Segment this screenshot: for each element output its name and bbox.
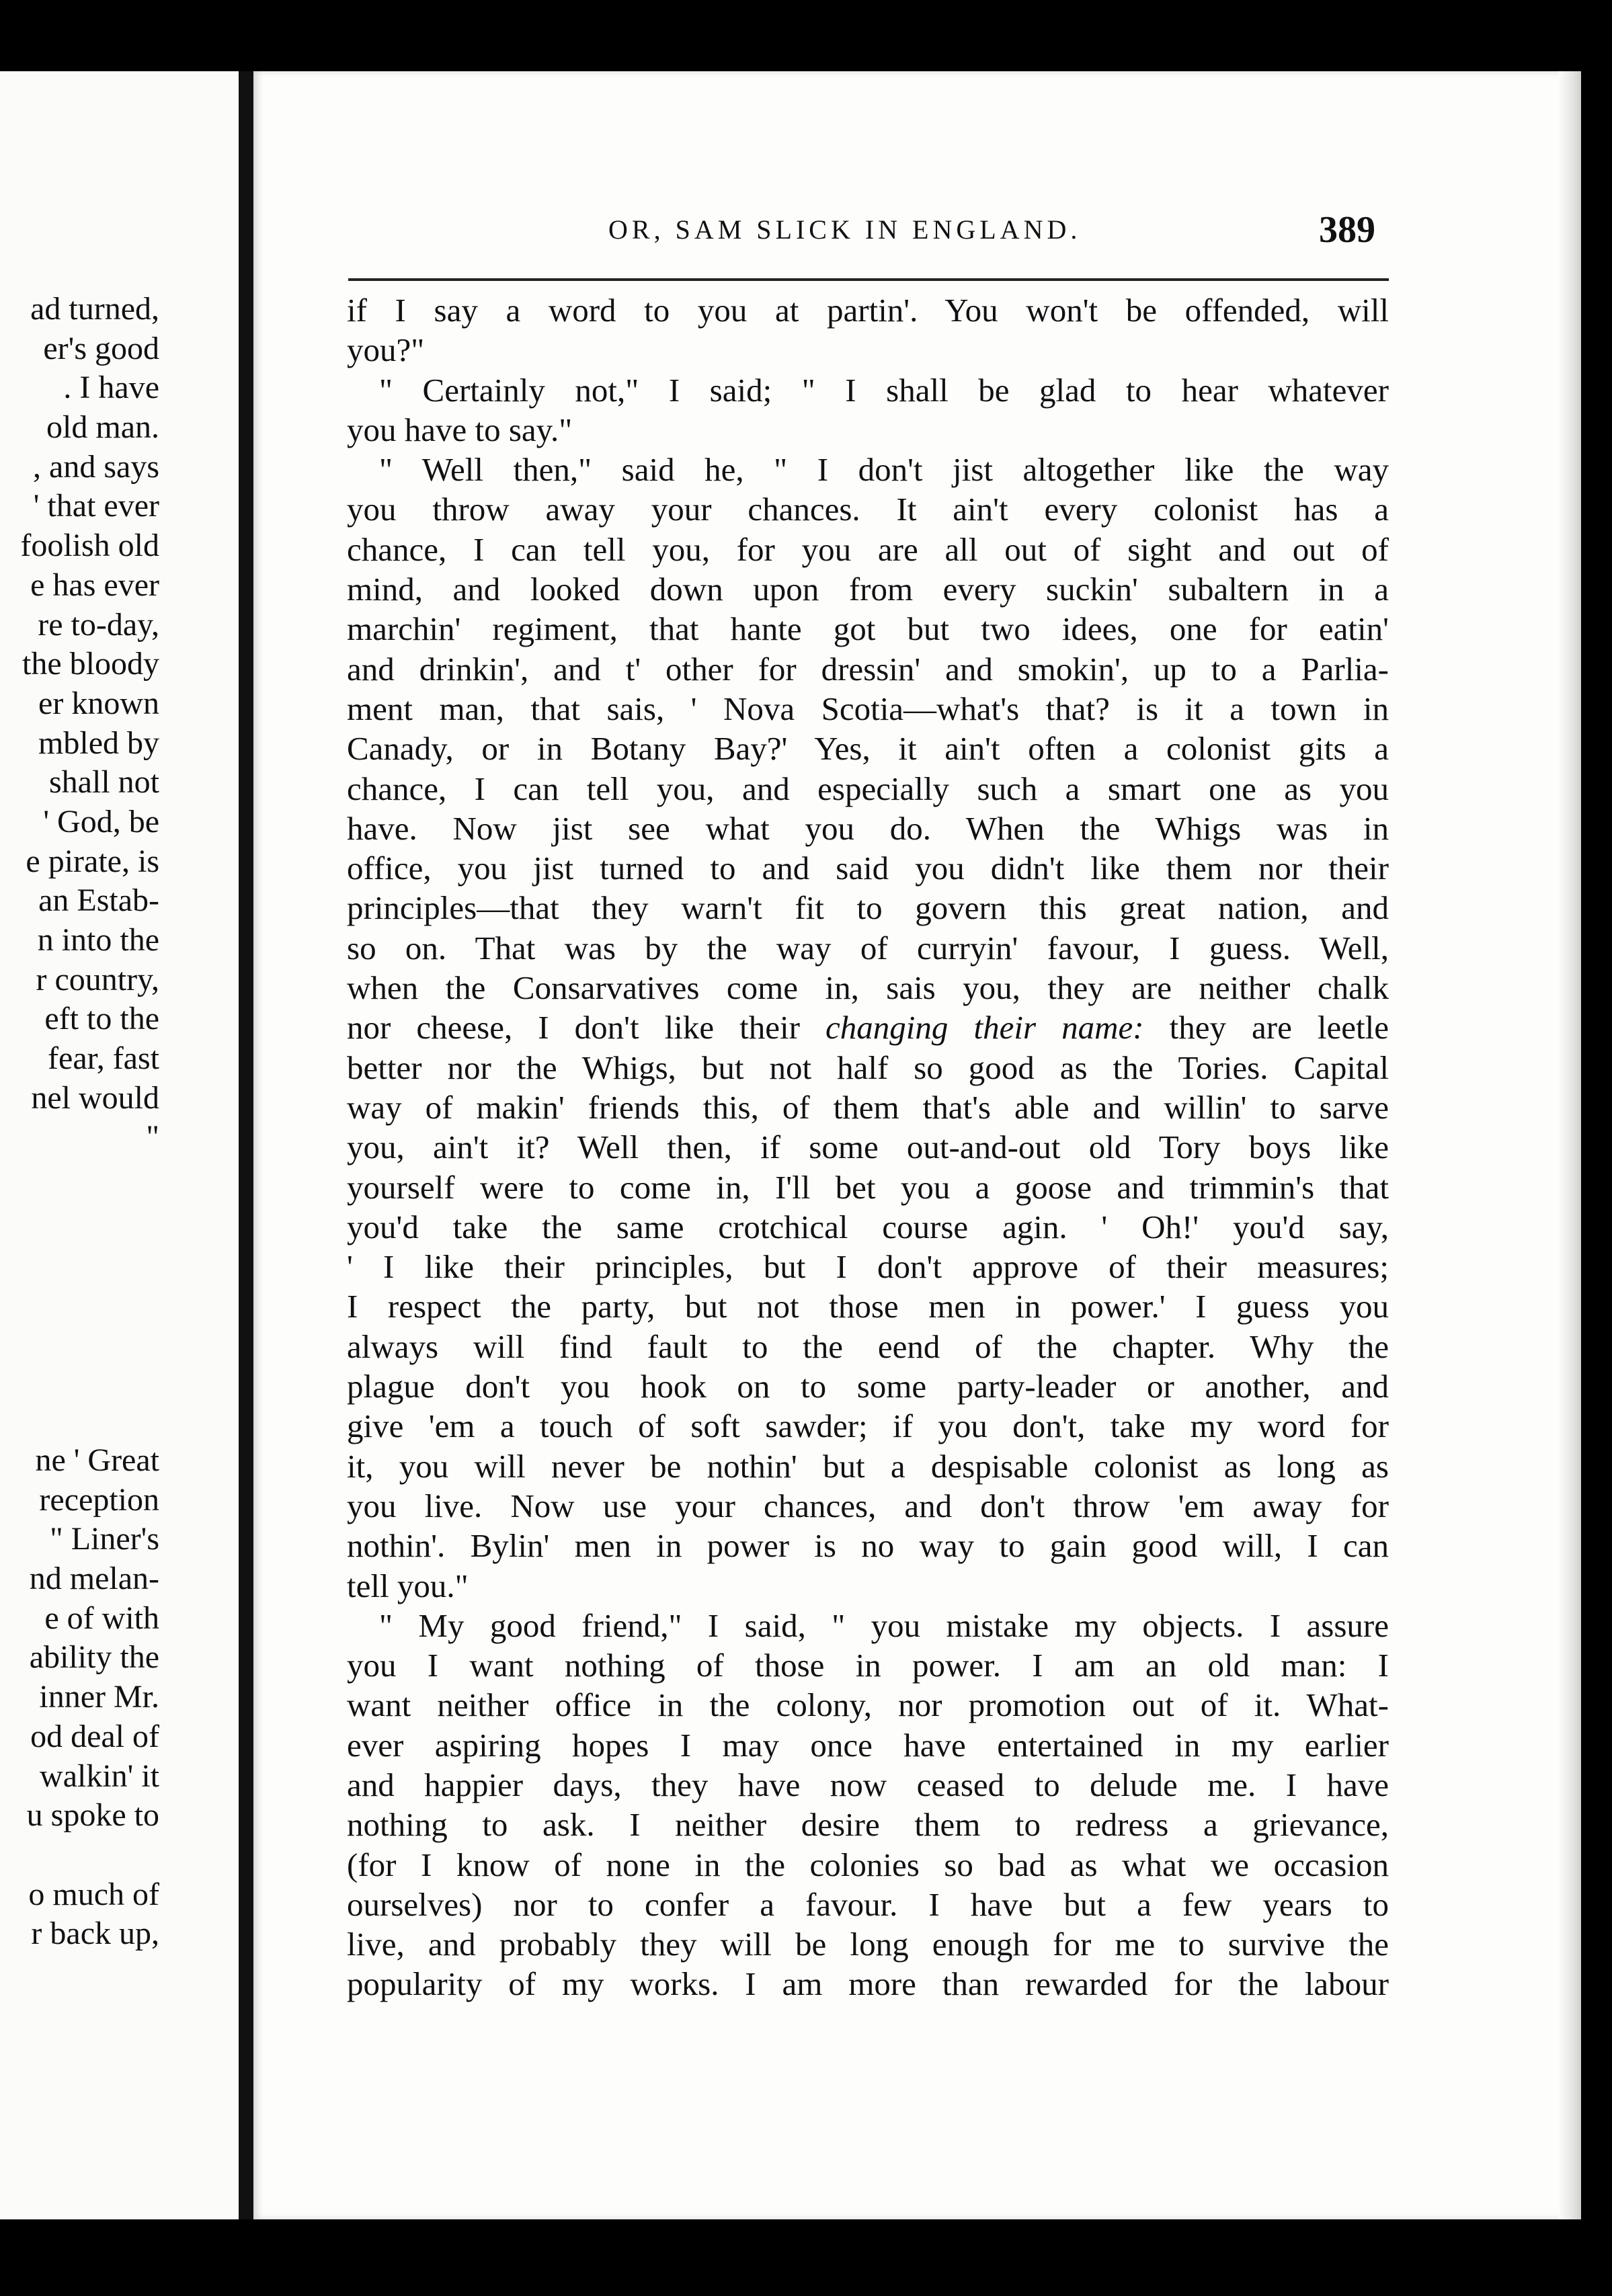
text-line: ' I like their principles, but I don't approve of their measures;	[347, 1248, 1389, 1286]
facing-page-line: ' that ever	[33, 488, 159, 524]
text-line: you, ain't it? Well then, if some out-and-out old Tory boys like	[347, 1129, 1389, 1166]
facing-page-line	[27, 1836, 159, 1875]
text-line: ever aspiring hopes I may once have entertained in my earlier	[347, 1726, 1389, 1764]
facing-page-line: r back up,	[31, 1916, 159, 1952]
text-line: " My good friend," I said, " you mistake my objects. I assure	[379, 1606, 1389, 1644]
facing-page-line: r country,	[36, 961, 159, 997]
text-line: way of makin' friends this, of them that's able and willin' to sarve	[347, 1088, 1389, 1126]
text-line: principles—that they warn't fit to govern this great nation, and	[347, 889, 1389, 927]
body-text	[347, 290, 1389, 2004]
facing-page-lower-text	[27, 1441, 159, 1954]
text-line: and drinkin', and t' other for dressin' and smokin', up to a Parlia-	[347, 650, 1389, 688]
facing-page-line: nd melan-	[29, 1561, 159, 1597]
facing-page-upper-text	[20, 290, 159, 1157]
text-line: plague don't you hook on to some party-leader or another, and	[347, 1368, 1389, 1405]
facing-page-fragment	[0, 71, 239, 2219]
text-line: if I say a word to you at partin'. You won't be offended, will	[347, 292, 1389, 329]
text-line: " Well then," said he, " I don't jist altogether like the way	[379, 451, 1389, 489]
facing-page-line: o much of	[28, 1876, 159, 1912]
facing-page-line: ne ' Great	[35, 1442, 159, 1478]
book-gutter	[239, 71, 253, 2219]
facing-page-line: . I have	[63, 370, 159, 406]
scan-border-bottom	[0, 2219, 1612, 2296]
text-line: live, and probably they will be long enough for me to survive the	[347, 1926, 1389, 1963]
facing-page-line: an Estab-	[38, 883, 159, 919]
facing-page-line: e pirate, is	[26, 843, 159, 879]
facing-page-line: inner Mr.	[39, 1679, 159, 1715]
running-head: OR, SAM SLICK IN ENGLAND.	[608, 214, 1082, 245]
facing-page-line: er's good	[43, 330, 159, 366]
text-line: nor cheese, I don't like their changing their name: they are leetle	[347, 1009, 1389, 1047]
facing-page-line: " Liner's	[50, 1521, 159, 1557]
facing-page-line: re to-day,	[38, 606, 159, 643]
text-line: always will find fault to the eend of the chapter. Why the	[347, 1327, 1389, 1365]
facing-page-line: od deal of	[30, 1718, 159, 1754]
scan-border-right	[1581, 0, 1612, 2296]
facing-page-line: the bloody	[22, 646, 159, 682]
facing-page-line: shall not	[49, 764, 159, 801]
text-line: Canady, or in Botany Bay?' Yes, it ain't often a colonist gits a	[347, 730, 1389, 768]
header-rule	[348, 278, 1389, 281]
text-line: and happier days, they have now ceased to delude me. I have	[347, 1766, 1389, 1803]
text-line: ourselves) nor to confer a favour. I have but a few years to	[347, 1885, 1389, 1923]
text-line: tell you."	[347, 1567, 469, 1604]
text-line: ment man, that sais, ' Nova Scotia—what's that? is it a town in	[347, 690, 1389, 727]
text-line: it, you will never be nothin' but a despisable colonist as long as	[347, 1447, 1389, 1485]
text-line: chance, I can tell you, for you are all out of sight and out of	[347, 530, 1389, 568]
text-line: " Certainly not," I said; " I shall be glad to hear whatever	[379, 371, 1389, 409]
facing-page-line: walkin' it	[40, 1758, 159, 1794]
text-line: popularity of my works. I am more than rewarded for the labour	[347, 1965, 1389, 2003]
text-line: you I want nothing of those in power. I am an old man: I	[347, 1647, 1389, 1684]
facing-page-line: ' God, be	[43, 803, 159, 839]
page-edge	[1558, 71, 1581, 2219]
facing-page-line: e has ever	[30, 567, 159, 603]
text-line: give 'em a touch of soft sawder; if you don't, take my word for	[347, 1407, 1389, 1445]
text-line: you?"	[347, 331, 425, 369]
facing-page-line: mbled by	[38, 725, 159, 761]
text-line: mind, and looked down upon from every suckin' subaltern in a	[347, 571, 1389, 608]
page-number: 389	[1319, 209, 1375, 251]
text-line: you have to say."	[347, 411, 573, 448]
text-line: you throw away your chances. It ain't every colonist has a	[347, 491, 1389, 528]
text-line: have. Now jist see what you do. When the Whigs was in	[347, 809, 1389, 847]
facing-page-line: ability the	[29, 1639, 159, 1676]
facing-page-line: fear, fast	[48, 1040, 159, 1077]
facing-page-line: reception	[39, 1481, 159, 1518]
facing-page-line: nel would	[31, 1079, 159, 1116]
text-line: marchin' regiment, that hante got but two idees, one for eatin'	[347, 610, 1389, 648]
facing-page-line: old man.	[46, 409, 159, 446]
text-line: want neither office in the colony, nor promotion out of it. What-	[347, 1686, 1389, 1724]
facing-page-line: eft to the	[44, 1001, 159, 1037]
text-line: I respect the party, but not those men in power.' I guess you	[347, 1288, 1389, 1325]
text-line: so on. That was by the way of curryin' favour, I guess. Well,	[347, 929, 1389, 967]
facing-page-line: "	[146, 1119, 159, 1155]
text-line: you'd take the same crotchical course agin. ' Oh!' you'd say,	[347, 1208, 1389, 1245]
text-line: office, you jist turned to and said you didn't like them nor their	[347, 850, 1389, 887]
text-line: better nor the Whigs, but not half so good as the Tories. Capital	[347, 1049, 1389, 1086]
text-line: you live. Now use your chances, and don't throw 'em away for	[347, 1487, 1389, 1524]
facing-page-line: , and says	[33, 448, 159, 485]
facing-page-line: n into the	[37, 922, 159, 958]
text-line: when the Consarvatives come in, sais you, they are neither chalk	[347, 969, 1389, 1007]
facing-page-line: ad turned,	[30, 291, 159, 327]
scan-border-top	[0, 0, 1612, 73]
facing-page-line: er known	[38, 685, 159, 721]
text-line: yourself were to come in, I'll bet you a goose and trimmin's that	[347, 1168, 1389, 1206]
text-line: nothin'. Bylin' men in power is no way to gain good will, I can	[347, 1527, 1389, 1565]
facing-page-line: u spoke to	[26, 1797, 159, 1834]
emphasis: changing their name:	[825, 1009, 1144, 1047]
text-line: nothing to ask. I neither desire them to redress a grievance,	[347, 1806, 1389, 1844]
facing-page-line: e of with	[44, 1600, 159, 1636]
text-line: (for I know of none in the colonies so bad as what we occasion	[347, 1846, 1389, 1883]
facing-page-line: foolish old	[20, 528, 159, 564]
text-line: chance, I can tell you, and especially such a smart one as you	[347, 770, 1389, 807]
